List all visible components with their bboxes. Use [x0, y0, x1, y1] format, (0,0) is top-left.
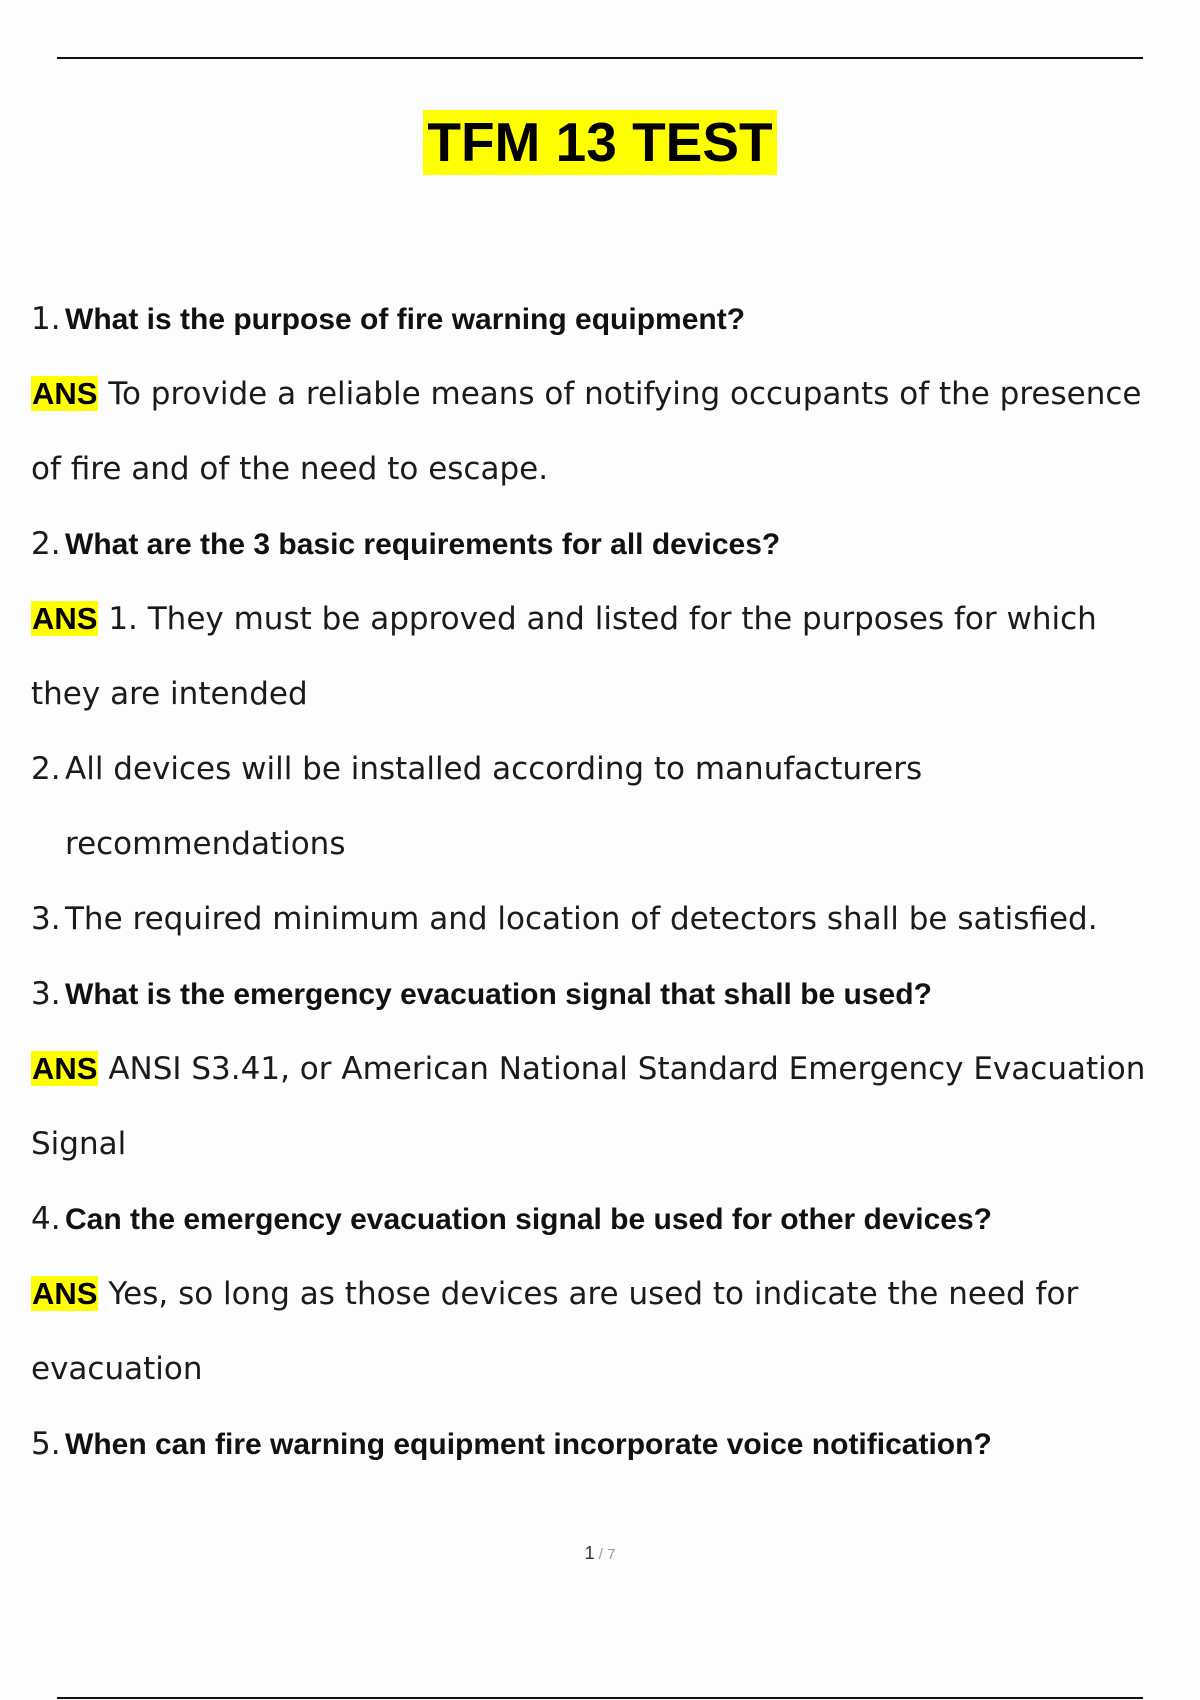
- answer-2: [31, 590, 1191, 665]
- question-5: [31, 1415, 1191, 1490]
- question-number: 2.: [31, 526, 61, 562]
- question-4: [31, 1190, 1191, 1265]
- ans-label: ANS: [32, 1051, 98, 1086]
- current-page: 1: [584, 1543, 595, 1563]
- question-number: 4.: [31, 1201, 61, 1237]
- answer-1: [31, 365, 1191, 440]
- question-text: When can fire warning equipment incorporate voice notification?: [65, 1428, 992, 1461]
- answer-text: 1. They must be approved and listed for the purposes for which: [108, 601, 1097, 637]
- question-number: 3.: [31, 976, 61, 1012]
- question-1: [31, 290, 1191, 365]
- answer-4: [31, 1265, 1191, 1340]
- answer-text: they are intended: [31, 676, 308, 712]
- question-number: 1.: [31, 301, 61, 337]
- item-text: recommendations: [65, 826, 346, 862]
- answer-text: ANSI S3.41, or American National Standard Emergency Evacuation: [108, 1051, 1146, 1087]
- question-3: [31, 965, 1191, 1040]
- item-text: The required minimum and location of detectors shall be satisfied.: [65, 901, 1098, 937]
- question-number: 5.: [31, 1426, 61, 1462]
- title-container: [0, 110, 1200, 175]
- item-text: All devices will be installed according to manufacturers: [65, 751, 923, 787]
- question-text: Can the emergency evacuation signal be used for other devices?: [65, 1203, 992, 1236]
- item-number: 3.: [31, 901, 61, 937]
- answer-text: Yes, so long as those devices are used to indicate the need for: [108, 1276, 1079, 1312]
- ans-label: ANS: [32, 1276, 98, 1311]
- answer-3-cont: [31, 1115, 1191, 1190]
- question-text: What is the purpose of fire warning equipment?: [65, 303, 746, 336]
- bottom-rule: [57, 1697, 1143, 1699]
- question-2: [31, 515, 1191, 590]
- question-text: What are the 3 basic requirements for all devices?: [65, 528, 781, 561]
- item-number: 2.: [31, 751, 61, 787]
- ans-label: ANS: [32, 376, 98, 411]
- answer-1-cont: [31, 440, 1191, 515]
- answer-text: evacuation: [31, 1351, 203, 1387]
- top-rule: [57, 57, 1143, 59]
- page-indicator: [0, 1543, 1200, 1564]
- question-text: What is the emergency evacuation signal that shall be used?: [65, 978, 932, 1011]
- ans-label: ANS: [32, 601, 98, 636]
- answer-2-item-2: [31, 740, 1191, 815]
- answer-4-cont: [31, 1340, 1191, 1415]
- answer-2-item-3: [31, 890, 1191, 965]
- answer-text: of fire and of the need to escape.: [31, 451, 549, 487]
- document-title: TFM 13 TEST: [423, 110, 776, 175]
- total-pages: / 7: [594, 1546, 616, 1563]
- answer-3: [31, 1040, 1191, 1115]
- answer-2-item-2-cont: [31, 815, 1191, 890]
- answer-2-cont: [31, 665, 1191, 740]
- answer-text: To provide a reliable means of notifying occupants of the presence: [108, 376, 1142, 412]
- qa-content: [31, 290, 1191, 1490]
- answer-text: Signal: [31, 1126, 127, 1162]
